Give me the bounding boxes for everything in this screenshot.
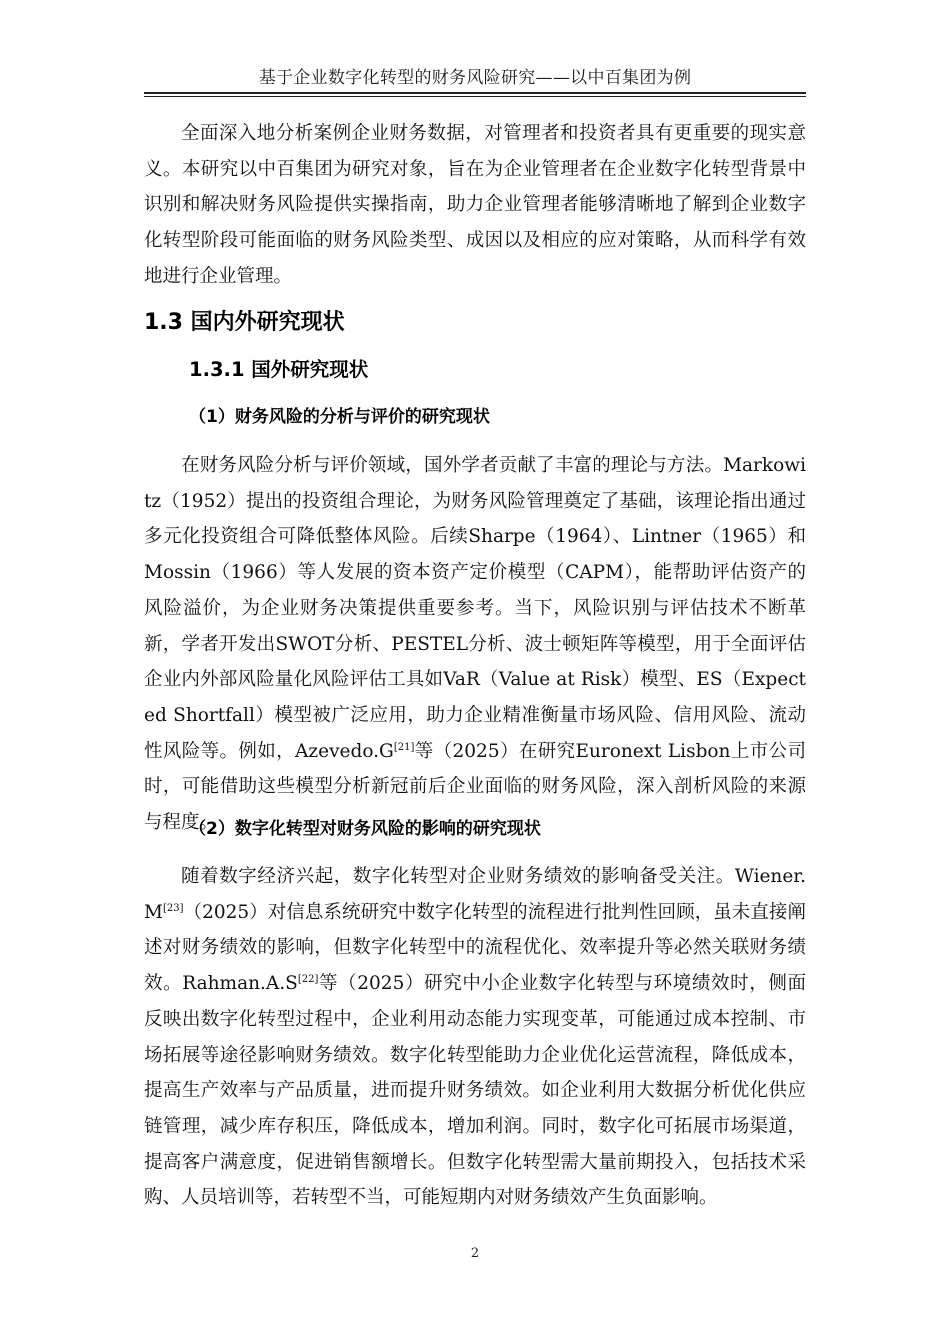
citation-22: [22] — [297, 974, 319, 986]
subsection-heading-1: （1）财务风险的分析与评价的研究现状 — [189, 407, 490, 427]
subsection-2-paragraph — [144, 859, 806, 1216]
intro-paragraph: 全面深入地分析案例企业财务数据，对管理者和投资者具有更重要的现实意义。本研究以中百集团为研究对象，旨在为企业管理者在企业数字化转型背景中识别和解决财务风险提供实操指南，助力企业管理者能够清晰地了解到企业数字化转型阶段可能面临的财务风险类型、成因以及相应的应对策略，从而科学有效地进行企业管理。 — [144, 123, 806, 287]
subsection-2-text-c: 等（2025）研究中小企业数字化转型与环境绩效时，侧面反映出数字化转型过程中，企业利用动态能力实现变革，可能通过成本控制、市场拓展等途径影响财务绩效。数字化转型能助力企业优化运营流程，降低成本，提高生产效率与产品质量，进而提升财务绩效。如企业利用大数据分析优化供应链管理，减少库存积压，降低成本，增加利润。同时，数字化可拓展市场渠道，提高客户满意度，促进销售额增长。但数字化转型需大量前期投入，包括技术采购、人员培训等，若转型不当，可能短期内对财务绩效产生负面影响。 — [144, 973, 806, 1209]
subsection-1-text-a: 在财务风险分析与评价领域，国外学者贡献了丰富的理论与方法。Markowitz（1952）提出的投资组合理论，为财务风险管理奠定了基础，该理论指出通过多元化投资组合可降低整体风险。后续Sharpe（1964）、Lintner（1965）和Mossin（1966）等人发展的资本资产定价模型（CAPM），能帮助评估资产的风险溢价，为企业财务决策提供重要参考。当下，风险识别与评估技术不断革新，学者开发出SWOT分析、PESTEL分析、波士顿矩阵等模型，用于全面评估企业内外部风险量化风险评估工具如VaR（Value at Risk）模型、ES（Expected Shortfall）模型被广泛应用，助力企业精准衡量市场风险、信用风险、流动性风险等。例如，Azevedo.G — [144, 455, 806, 762]
subsection-2-text-b: （2025）对信息系统研究中数字化转型的流程进行批判性回顾，虽未直接阐述对财务绩效的影响，但数字化转型中的流程优化、效率提升等必然关联财务绩效。Rahman.A.S — [144, 901, 806, 995]
citation-23: [23] — [162, 902, 184, 914]
header-rule-thick — [144, 92, 806, 94]
subsection-2-block — [144, 859, 806, 1216]
subsection-1-paragraph — [144, 448, 806, 841]
citation-21: [21] — [393, 741, 415, 753]
page-number: 2 — [470, 1246, 480, 1261]
subsection-2-text-a: 随着数字经济兴起，数字化转型对企业财务绩效的影响备受关注。Wiener.M — [144, 866, 806, 923]
running-header: 基于企业数字化转型的财务风险研究——以中百集团为例 — [258, 68, 692, 88]
section-heading-1-3: 1.3 国内外研究现状 — [144, 310, 345, 335]
subsection-1-text-b: 等（2025）在研究Euronext Lisbon上市公司时，可能借助这些模型分析新冠前后企业面临的财务风险，深入剖析风险的来源与程度。 — [144, 740, 806, 834]
intro-block — [144, 116, 806, 295]
subsection-heading-2: （2）数字化转型对财务风险的影响的研究现状 — [189, 819, 541, 839]
header-rule-thin — [144, 96, 806, 97]
subsection-1-block — [144, 448, 806, 841]
section-heading-1-3-1: 1.3.1 国外研究现状 — [189, 358, 369, 381]
